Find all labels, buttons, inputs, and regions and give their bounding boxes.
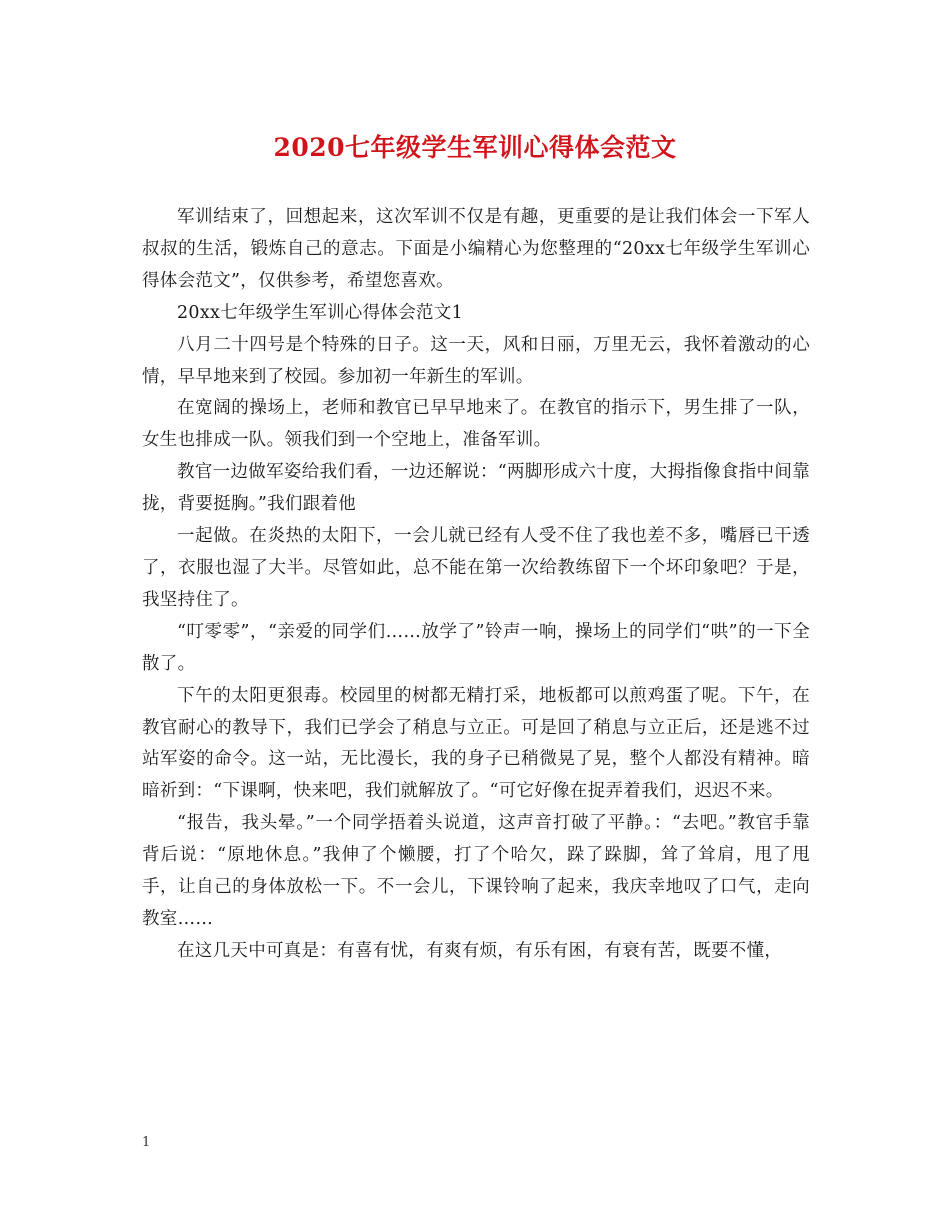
paragraph: 教官一边做军姿给我们看，一边还解说：“两脚形成六十度，大拇指像食指中间靠拢，背要挺胸。”我们跟着他 [142,462,810,515]
document-title: 2020七年级学生军训心得体会范文 [273,133,677,162]
paragraph: 一起做。在炎热的太阳下，一会儿就已经有人受不住了我也差不多，嘴唇已干透了，衣服也湿了大半。尽管如此，总不能在第一次给教练留下一个坏印象吧？于是，我坚持住了。 [142,526,810,610]
paragraph: 下午的太阳更狠毒。校园里的树都无精打采，地板都可以煎鸡蛋了呢。下午，在教官耐心的教导下，我们已学会了稍息与立正。可是回了稍息与立正后，还是逃不过站军姿的命令。这一站，无比漫长，我的身子已稍微晃了晃，整个人都没有精神。暗暗祈到：“下课啊，快来吧，我们就解放了。“可它好像在捉弄着我们，迟迟不来。 [142,685,810,802]
page-number: 1 [142,1135,151,1150]
paragraph-intro: 军训结束了，回想起来，这次军训不仅是有趣，更重要的是让我们体会一下军人叔叔的生活，锻炼自己的意志。下面是小编精心为您整理的“20xx七年级学生军训心得体会范文”，仅供参考，希望您喜欢。 [142,207,810,291]
paragraph: 在宽阔的操场上，老师和教官已早早地来了。在教官的指示下，男生排了一队，女生也排成一队。领我们到一个空地上，准备军训。 [142,398,810,451]
paragraph: 在这几天中可真是：有喜有忧，有爽有烦，有乐有困，有衰有苦，既要不懂， [177,940,783,961]
paragraph: “叮零零”，“亲爱的同学们……放学了”铃声一响，操场上的同学们“哄”的一下全散了。 [142,621,810,674]
document-body [142,202,810,968]
section-heading: 20xx七年级学生军训心得体会范文1 [177,302,464,323]
paragraph: “报告，我头晕。”一个同学捂着头说道，这声音打破了平静。：“去吧。”教官手靠背后说：“原地休息。”我伸了个懒腰，打了个哈欠，跺了跺脚，耸了耸肩，甩了甩手，让自己的身体放松一下。不一会儿，下课铃响了起来，我庆幸地叹了口气，走向教室…… [142,813,810,929]
paragraph: 八月二十四号是个特殊的日子。这一天，风和日丽，万里无云，我怀着激动的心情，早早地来到了校园。参加初一年新生的军训。 [142,334,810,387]
